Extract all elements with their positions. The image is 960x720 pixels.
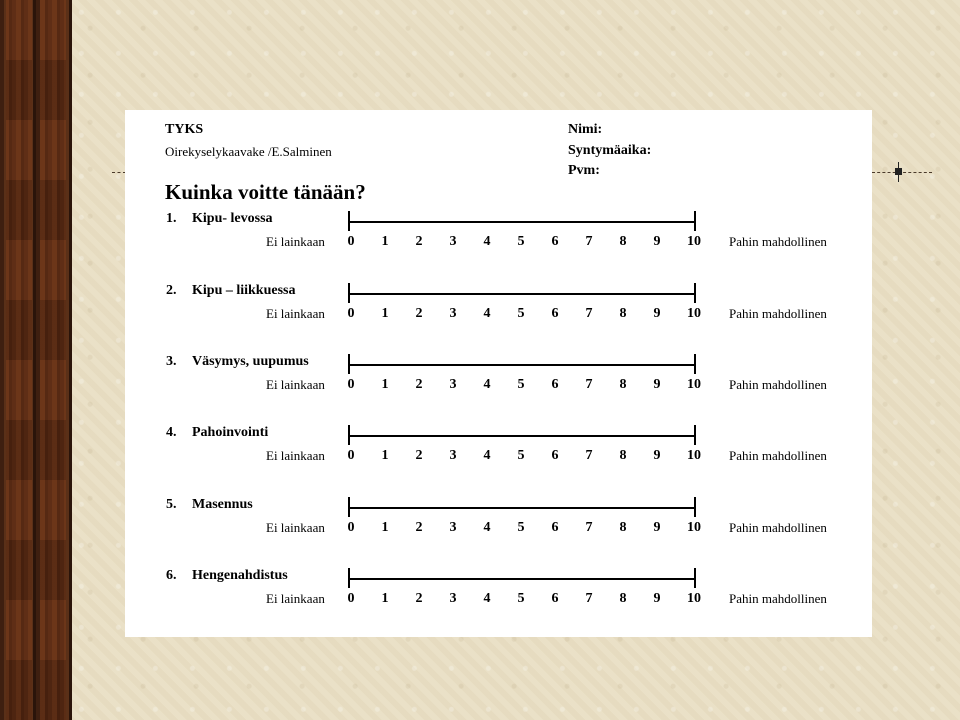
scale-number: 10 <box>687 377 701 392</box>
scale-number: 6 <box>551 520 559 535</box>
left-decorative-border <box>0 0 72 720</box>
scale-number: 1 <box>381 377 389 392</box>
scale-number: 1 <box>381 520 389 535</box>
scale-number: 3 <box>449 448 457 463</box>
visual-analog-scale[interactable] <box>349 435 695 437</box>
scale-number: 4 <box>483 448 491 463</box>
decorative-rule-right <box>872 172 932 173</box>
item-label: Väsymys, uupumus <box>192 354 309 369</box>
scale-number: 1 <box>381 591 389 606</box>
item-label: Kipu- levossa <box>192 211 273 226</box>
scale-max-label: Pahin mahdollinen <box>729 520 827 535</box>
scale-number: 1 <box>381 234 389 249</box>
scale-number: 7 <box>585 591 593 606</box>
scale-number: 10 <box>687 591 701 606</box>
scale-number: 5 <box>517 448 525 463</box>
birthdate-label: Syntymäaika: <box>568 143 652 158</box>
scale-number: 3 <box>449 306 457 321</box>
scale-number: 4 <box>483 377 491 392</box>
scale-number: 0 <box>347 591 355 606</box>
visual-analog-scale[interactable] <box>349 507 695 509</box>
scale-number: 2 <box>415 448 423 463</box>
scale-number: 0 <box>347 448 355 463</box>
scale-number: 8 <box>619 520 627 535</box>
scale-number: 0 <box>347 306 355 321</box>
scale-min-label: Ei lainkaan <box>266 377 325 392</box>
scale-number: 1 <box>381 306 389 321</box>
item-number: 4. <box>166 425 177 440</box>
scale-number: 0 <box>347 234 355 249</box>
scale-number: 5 <box>517 306 525 321</box>
name-label: Nimi: <box>568 122 603 137</box>
item-label: Masennus <box>192 497 253 512</box>
item-number: 6. <box>166 568 177 583</box>
scale-end-tick <box>694 211 696 231</box>
scale-min-label: Ei lainkaan <box>266 306 325 321</box>
scale-min-label: Ei lainkaan <box>266 448 325 463</box>
scale-number: 9 <box>653 306 661 321</box>
scale-number: 6 <box>551 591 559 606</box>
scale-number: 9 <box>653 234 661 249</box>
scale-number: 6 <box>551 234 559 249</box>
scale-number: 4 <box>483 234 491 249</box>
scale-number: 10 <box>687 306 701 321</box>
item-label: Kipu – liikkuessa <box>192 283 296 298</box>
symptom-row <box>125 211 872 271</box>
scale-max-label: Pahin mahdollinen <box>729 591 827 606</box>
scale-end-tick <box>694 283 696 303</box>
scale-min-label: Ei lainkaan <box>266 591 325 606</box>
scale-number: 0 <box>347 377 355 392</box>
scale-number: 7 <box>585 234 593 249</box>
scale-number: 5 <box>517 520 525 535</box>
visual-analog-scale[interactable] <box>349 293 695 295</box>
scale-number: 3 <box>449 520 457 535</box>
scale-number: 3 <box>449 234 457 249</box>
symptom-row <box>125 425 872 485</box>
visual-analog-scale[interactable] <box>349 578 695 580</box>
scale-number: 10 <box>687 234 701 249</box>
date-label: Pvm: <box>568 163 600 178</box>
scale-number: 4 <box>483 591 491 606</box>
item-number: 1. <box>166 211 177 226</box>
scale-end-tick <box>694 354 696 374</box>
scale-number: 2 <box>415 234 423 249</box>
scale-number: 7 <box>585 448 593 463</box>
scale-number: 2 <box>415 306 423 321</box>
form-name: Oirekyselykaavake /E.Salminen <box>165 144 332 159</box>
scale-number: 4 <box>483 520 491 535</box>
scale-number: 2 <box>415 377 423 392</box>
scale-number: 9 <box>653 520 661 535</box>
scale-max-label: Pahin mahdollinen <box>729 448 827 463</box>
decorative-marker <box>895 168 902 175</box>
scale-number: 9 <box>653 377 661 392</box>
scale-max-label: Pahin mahdollinen <box>729 306 827 321</box>
scale-number: 8 <box>619 448 627 463</box>
page-title: Kuinka voitte tänään? <box>165 180 366 204</box>
scale-number: 8 <box>619 234 627 249</box>
symptom-row <box>125 497 872 557</box>
scale-end-tick <box>694 497 696 517</box>
questionnaire-form <box>125 110 872 637</box>
scale-number: 6 <box>551 306 559 321</box>
scale-number: 8 <box>619 306 627 321</box>
item-label: Hengenahdistus <box>192 568 288 583</box>
visual-analog-scale[interactable] <box>349 364 695 366</box>
scale-number: 4 <box>483 306 491 321</box>
scale-number: 8 <box>619 377 627 392</box>
scale-number: 5 <box>517 591 525 606</box>
scale-min-label: Ei lainkaan <box>266 234 325 249</box>
scale-number: 1 <box>381 448 389 463</box>
scale-min-label: Ei lainkaan <box>266 520 325 535</box>
item-label: Pahoinvointi <box>192 425 269 440</box>
item-number: 2. <box>166 283 177 298</box>
scale-number: 6 <box>551 448 559 463</box>
scale-number: 6 <box>551 377 559 392</box>
scale-number: 2 <box>415 520 423 535</box>
scale-number: 9 <box>653 591 661 606</box>
scale-max-label: Pahin mahdollinen <box>729 234 827 249</box>
decorative-rule-left <box>112 172 126 173</box>
scale-number: 7 <box>585 520 593 535</box>
scale-number: 7 <box>585 306 593 321</box>
border-stripe <box>6 0 32 720</box>
org-name: TYKS <box>165 122 204 137</box>
symptom-row <box>125 354 872 414</box>
item-number: 3. <box>166 354 177 369</box>
symptom-row <box>125 568 872 628</box>
scale-number: 9 <box>653 448 661 463</box>
item-number: 5. <box>166 497 177 512</box>
scale-number: 5 <box>517 377 525 392</box>
scale-number: 0 <box>347 520 355 535</box>
scale-end-tick <box>694 568 696 588</box>
scale-number: 7 <box>585 377 593 392</box>
scale-number: 8 <box>619 591 627 606</box>
scale-number: 5 <box>517 234 525 249</box>
scale-number: 10 <box>687 448 701 463</box>
scale-number: 10 <box>687 520 701 535</box>
border-stripe <box>40 0 66 720</box>
visual-analog-scale[interactable] <box>349 221 695 223</box>
scale-end-tick <box>694 425 696 445</box>
scale-number: 3 <box>449 591 457 606</box>
scale-number: 3 <box>449 377 457 392</box>
scale-max-label: Pahin mahdollinen <box>729 377 827 392</box>
scale-number: 2 <box>415 591 423 606</box>
symptom-row <box>125 283 872 343</box>
